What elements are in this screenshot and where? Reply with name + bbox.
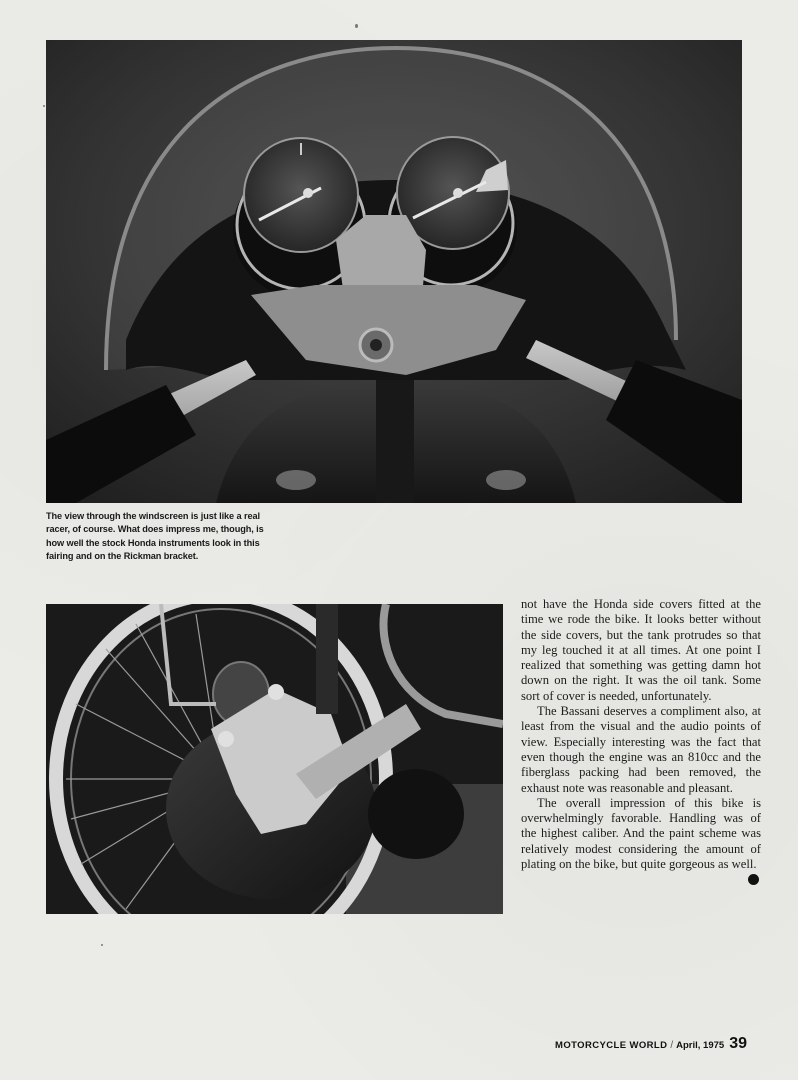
rear-wheel-photo-illustration xyxy=(46,604,503,914)
exhaust-muffler xyxy=(368,769,464,859)
end-of-article-bullet-icon xyxy=(748,874,759,885)
article-paragraph-1: not have the Honda side covers fitted at the time we rode the bike. It looks better without the side covers, but the tank protrudes so that my leg touched it at all times. At one point I realized that something was getting damn hot down on the right. It was the oil tank. Some sort of cover is needed, unfortunately. xyxy=(521,597,761,703)
photo-instruments-windscreen xyxy=(46,40,742,503)
page-number: 39 xyxy=(729,1035,747,1052)
article-text-column xyxy=(521,597,761,885)
article-paragraph-3-text: The overall impression of this bike is overwhelmingly favorable. Handling was of the highest caliber. And the paint scheme was relatively modest considering the amount of plating on the bike, but quite gorgeous as well. xyxy=(521,795,761,872)
footer-separator: / xyxy=(670,1040,674,1051)
magazine-name: MOTORCYCLE WORLD xyxy=(555,1040,668,1051)
tank-stripe xyxy=(376,380,414,503)
page-footer xyxy=(555,1035,747,1053)
photo-caption: The view through the windscreen is just like a real racer, of course. What does impress me, though, is how well the stock Honda instruments look in this fairing and on the Rickman bracket. xyxy=(46,511,264,562)
issue-date: April, 1975 xyxy=(676,1040,725,1051)
shock-absorber xyxy=(316,604,338,714)
paper-speck xyxy=(101,944,103,946)
paper-speck xyxy=(43,105,45,107)
paper-speck xyxy=(355,24,358,28)
article-paragraph-3 xyxy=(521,796,761,872)
instruments-photo-illustration xyxy=(46,40,742,503)
article-paragraph-2: The Bassani deserves a compliment also, at least from the visual and the audio points of view. Especially interesting was the fact that even though the engine was an 810cc and the fiberglass packing had been removed, the exhaust note was reasonable and pleasant. xyxy=(521,704,761,795)
photo-rear-wheel-brake xyxy=(46,604,503,914)
